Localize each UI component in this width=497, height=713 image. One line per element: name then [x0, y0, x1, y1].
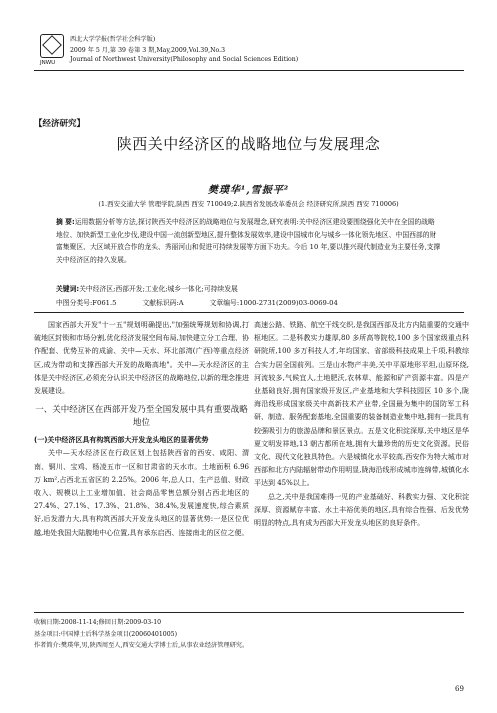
footnote-rule	[34, 612, 464, 613]
header-rule	[34, 70, 464, 71]
right-column	[254, 319, 469, 530]
abstract-label: 摘 要:	[56, 218, 75, 226]
footnotes	[34, 617, 464, 652]
abstract	[56, 216, 441, 266]
abstract-text: 运用数据分析等方法,探讨陕西关中经济区的战略地位与发展理念,研究表明:关中经济区建设要围绕强化关中在全国的战略地位、加快新型工业化步伐,建设中国一流创新型地区,提升整体发展效率,建设中国城市化与城乡一体化领先地区、中国西部的财富集聚区、大区域开放合作的龙头、秀丽河山和促进可持续发展等方面下功夫。今后 10 年,要以推兴现代制造业为主要任务,支撑关中经济区的持久发展。	[56, 218, 441, 264]
abstract-rule	[34, 312, 464, 313]
journal-issue: 2009 年 5 月,第 39 卷第 3 期,May,2009,Vol.39,No.3	[70, 47, 226, 54]
journal-logo-icon	[40, 34, 64, 58]
body-paragraph: 高速公路、铁路、航空干线交织,是我国西部及北方内陆重要的交通中枢地区。二是科教实力雄厚,80 多所高等院校,100 多个国家级重点科研院所,100 多万科技人才,年均国家、省部级科技成果上千项,科教综合实力居全国前列。三是山水物产丰美,关中平原地形平坦,山原环绕,河流较多,气候宜人,土地肥沃,农林草、能源和矿产资源丰富。四是产业基础良好,拥有国家级开发区,产业基地和大学科技园区 10 多个,陇海沿线形成国家级关中高新技术产业带,全国最为集中的国防军工科研、制造、服务配套基地,全国重要的装备制造业集中地,拥有一批具有较强吸引力的旅游品牌和景区景点。五是文化积淀深厚,关中地区是华夏文明发祥地,13 朝古都所在地,拥有大量珍贵的历史文化资源。民俗文化、现代文化独具特色。六是城镇化水平较高,西安作为特大城市对西部和北方内陆辐射带动作用明显,陇海沿线形成城市连绵带,城镇化水平达到 45%以上。	[254, 321, 469, 488]
intro-paragraph: 国家西部大开发"十一五"规划明确提出,"加强统筹规划和协调,打破地区封锁和市场分割,优化经济发展空间布局,加快建立分工合理、协作配套、优势互补的成渝、关中—天水、环北部湾(广西)等重点经济区,成为带动和支撑西部大开发的战略高地"。关中—天水经济区的主体是关中经济区,必须充分认识关中经济区的战略地位,以新的理念推进发展建设。	[34, 321, 249, 396]
keywords-text: 关中经济区;西部开发;工业化;城乡一体化;可持续发展	[79, 285, 238, 293]
journal-name-cn: 西北大学学报(哲学社会科学版)	[70, 36, 156, 43]
subsection-heading-1: (一)关中经济区具有构筑西部大开发龙头地区的显著优势	[34, 436, 209, 445]
journal-logo-text: JNWU	[40, 60, 56, 66]
keywords-label: 关键词:	[56, 285, 80, 293]
doc-code: 文献标识码:A	[142, 299, 184, 307]
fund-info: 基金项目:中国博士后科学基金项目(20060401005)	[34, 630, 178, 638]
article-title: 陕西关中经济区的战略地位与发展理念	[116, 135, 381, 153]
keywords	[56, 283, 441, 293]
classification	[56, 297, 441, 307]
summary-paragraph: 总之,关中是我国难得一见的产业基础好、科教实力强、文化积淀深厚、资源赋存丰富、水土丰裕优美的地区,具有综合性强、后发优势明显的特点,具有成为西部大开发龙头地区的良好条件。	[254, 492, 469, 528]
journal-name-en: Journal of Northwest University(Philosophy and Social Sciences Edition)	[70, 56, 299, 63]
article-number: 文章编号:1000-2731(2009)03-0069-04	[209, 299, 338, 307]
left-column	[34, 319, 249, 540]
author-bio: 作者简介:樊璞华,男,陕西周至人,西安交通大学博士后,从事农业经济管理研究。	[34, 642, 249, 649]
received-date: 收稿日期:2008-11-14;修回日期:2009-03-10	[34, 619, 162, 626]
section-heading-1: 一、关中经济区在西部开发乃至全国发展中具有重要战略地位	[35, 405, 248, 429]
affiliation: (1.西安交通大学 管理学院,陕西 西安 710049;2.陕西省发展改革委员会 经济研究所,陕西 西安 710006)	[98, 200, 399, 208]
journal-header	[40, 34, 300, 66]
clc-number: 中图分类号:F061.5	[56, 299, 117, 307]
body-paragraph: 关中—天水经济区在行政区划上包括陕西省的西安、咸阳、渭南、铜川、宝鸡、杨凌五市一区和甘肃省的天水市。土地面积 6.96 万 km²,占西北五省区的 2.25%。2006 年,总人口、生产总值、财政收入、规模以上工业增加值、社会商品零售总额分别占西北地区的 27.4%、27.1%、17.3%、21.8%、38.4%,发展速度快,综合素质好,后发潜力大,具有构筑西部大开发龙头地区的显著优势:一是区位优越,地处我国大陆腹地中心位置,具有承东启西、连接南北的区位之便。	[34, 449, 249, 537]
authors: 樊璞华¹,雪振平²	[207, 185, 290, 196]
section-tag: 【经济研究】	[34, 119, 86, 129]
page-number: 69	[455, 685, 464, 693]
